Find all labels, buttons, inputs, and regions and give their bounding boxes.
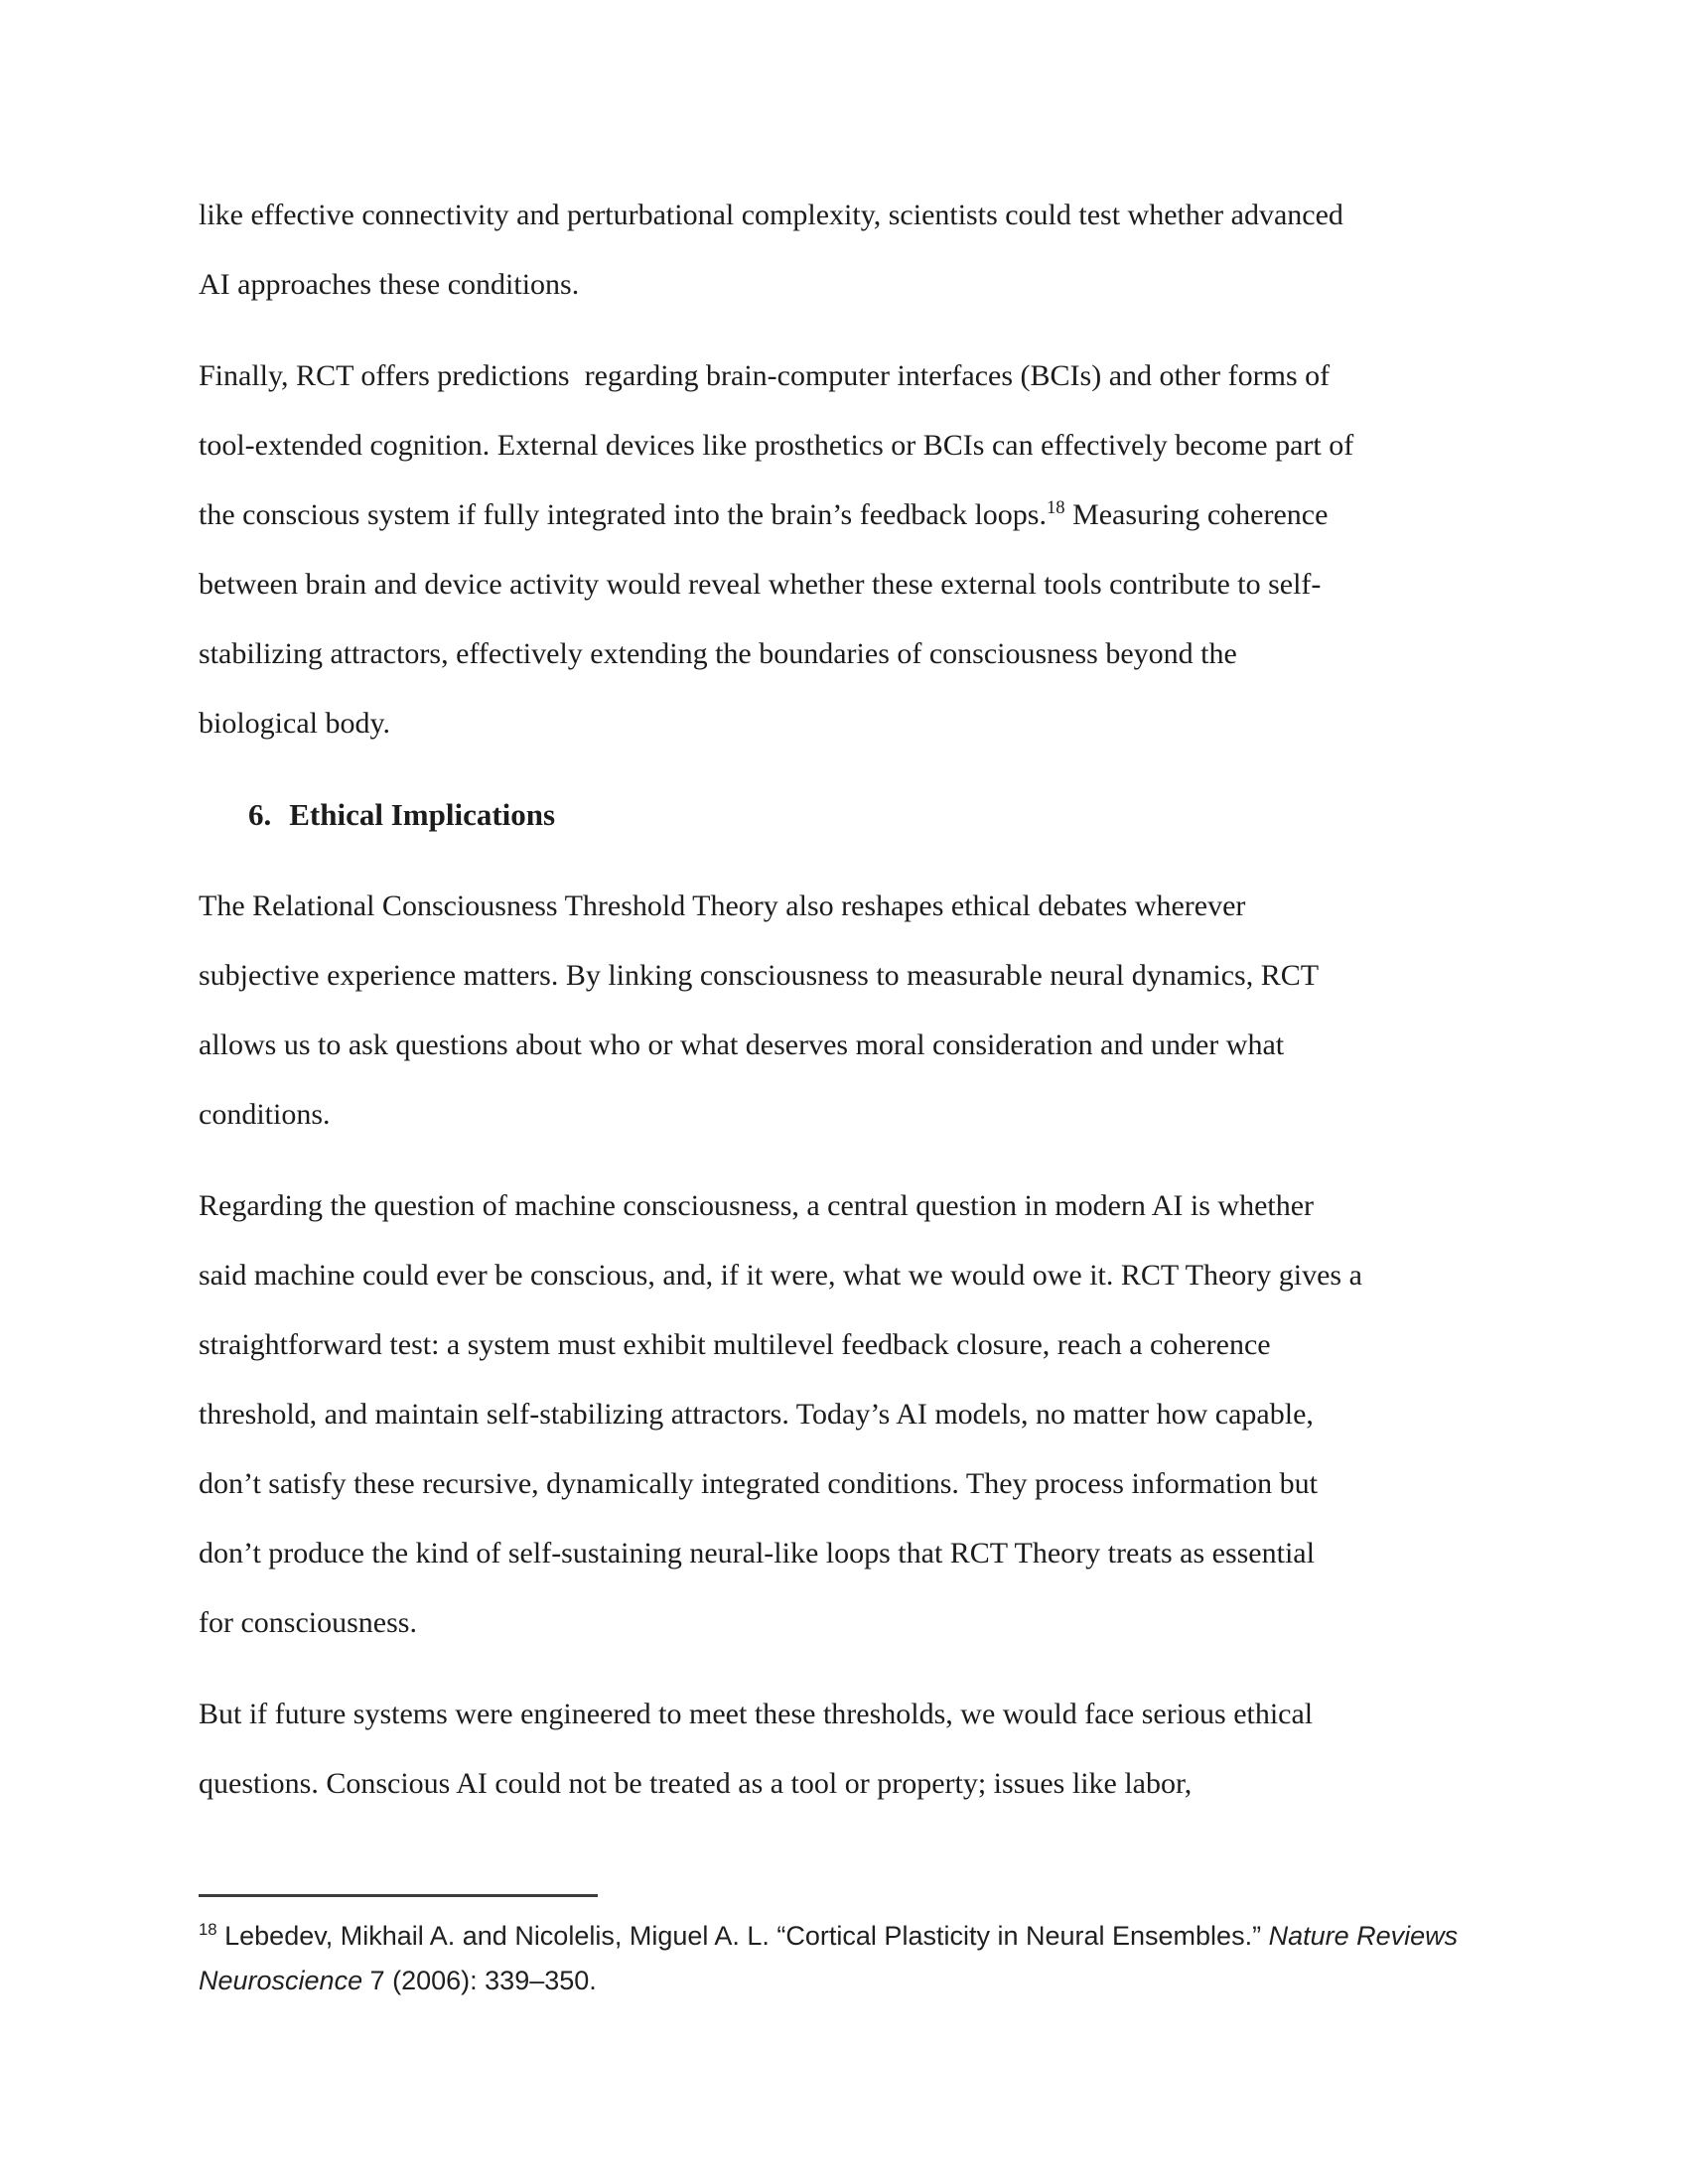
paragraph <box>199 1680 1489 1819</box>
text-line: subjective experience matters. By linking consciousness to measurable neural dynamics, RCT <box>199 959 1320 992</box>
text-line: But if future systems were engineered to meet these thresholds, we would face serious ethical <box>199 1698 1314 1730</box>
text-line: said machine could ever be conscious, and, if it were, what we would owe it. RCT Theory gives a <box>199 1259 1362 1292</box>
section-heading <box>199 780 1489 850</box>
text-line: threshold, and maintain self-stabilizing attractors. Today’s AI models, no matter how capable, <box>199 1398 1314 1431</box>
text-line: AI approaches these conditions. <box>199 268 580 301</box>
footnote-line: Neuroscience 7 (2006): 339–350. <box>199 1966 597 1995</box>
text-line: stabilizing attractors, effectively extending the boundaries of consciousness beyond the <box>199 637 1237 670</box>
text-line: tool-extended cognition. External devices like prosthetics or BCIs can effectively become part of <box>199 429 1354 462</box>
paragraph <box>199 341 1489 758</box>
superscript-footnote-marker: 18 <box>199 1920 217 1939</box>
superscript-footnote-marker: 18 <box>1046 497 1065 518</box>
text-line: conditions. <box>199 1098 331 1131</box>
italic-text: Nature Reviews <box>1268 1921 1459 1951</box>
text-line: allows us to ask questions about who or what deserves moral consideration and under what <box>199 1028 1285 1061</box>
text-line: the conscious system if fully integrated into the brain’s feedback loops.$^{18}$ Measuring coherence <box>199 497 1329 531</box>
section-title: Ethical Implications <box>289 797 556 832</box>
text-line: biological body. <box>199 707 391 740</box>
paragraph <box>199 1171 1489 1658</box>
text-line: The Relational Consciousness Threshold Theory also reshapes ethical debates wherever <box>199 889 1246 922</box>
document-body <box>199 181 1489 1841</box>
footnote <box>199 1894 1489 2003</box>
text-line: for consciousness. <box>199 1606 417 1639</box>
text-line: like effective connectivity and perturbational complexity, scientists could test whether advanced <box>199 199 1343 231</box>
italic-text: Neuroscience <box>199 1966 363 1995</box>
footnote-text <box>199 1914 1489 2003</box>
section-number: 6. <box>248 797 272 832</box>
text-line: don’t produce the kind of self-sustaining neural-like loops that RCT Theory treats as essential <box>199 1537 1315 1570</box>
footnote-separator-line <box>199 1894 598 1897</box>
paragraph <box>199 872 1489 1150</box>
paragraph <box>199 181 1489 320</box>
text-line: Finally, RCT offers predictions regarding brain-computer interfaces (BCIs) and other forms of <box>199 359 1331 392</box>
text-line: between brain and device activity would reveal whether these external tools contribute to self- <box>199 568 1322 601</box>
footnote-line: $^{18}$ Lebedev, Mikhail A. and Nicolelis, Miguel A. L. “Cortical Plasticity in Neural Ensembles.” Nature Reviews <box>199 1920 1459 1951</box>
text-line: Regarding the question of machine consciousness, a central question in modern AI is whether <box>199 1189 1315 1222</box>
text-line: questions. Conscious AI could not be treated as a tool or property; issues like labor, <box>199 1767 1193 1800</box>
text-line: straightforward test: a system must exhibit multilevel feedback closure, reach a coherence <box>199 1328 1271 1361</box>
text-line: don’t satisfy these recursive, dynamically integrated conditions. They process information but <box>199 1467 1318 1500</box>
